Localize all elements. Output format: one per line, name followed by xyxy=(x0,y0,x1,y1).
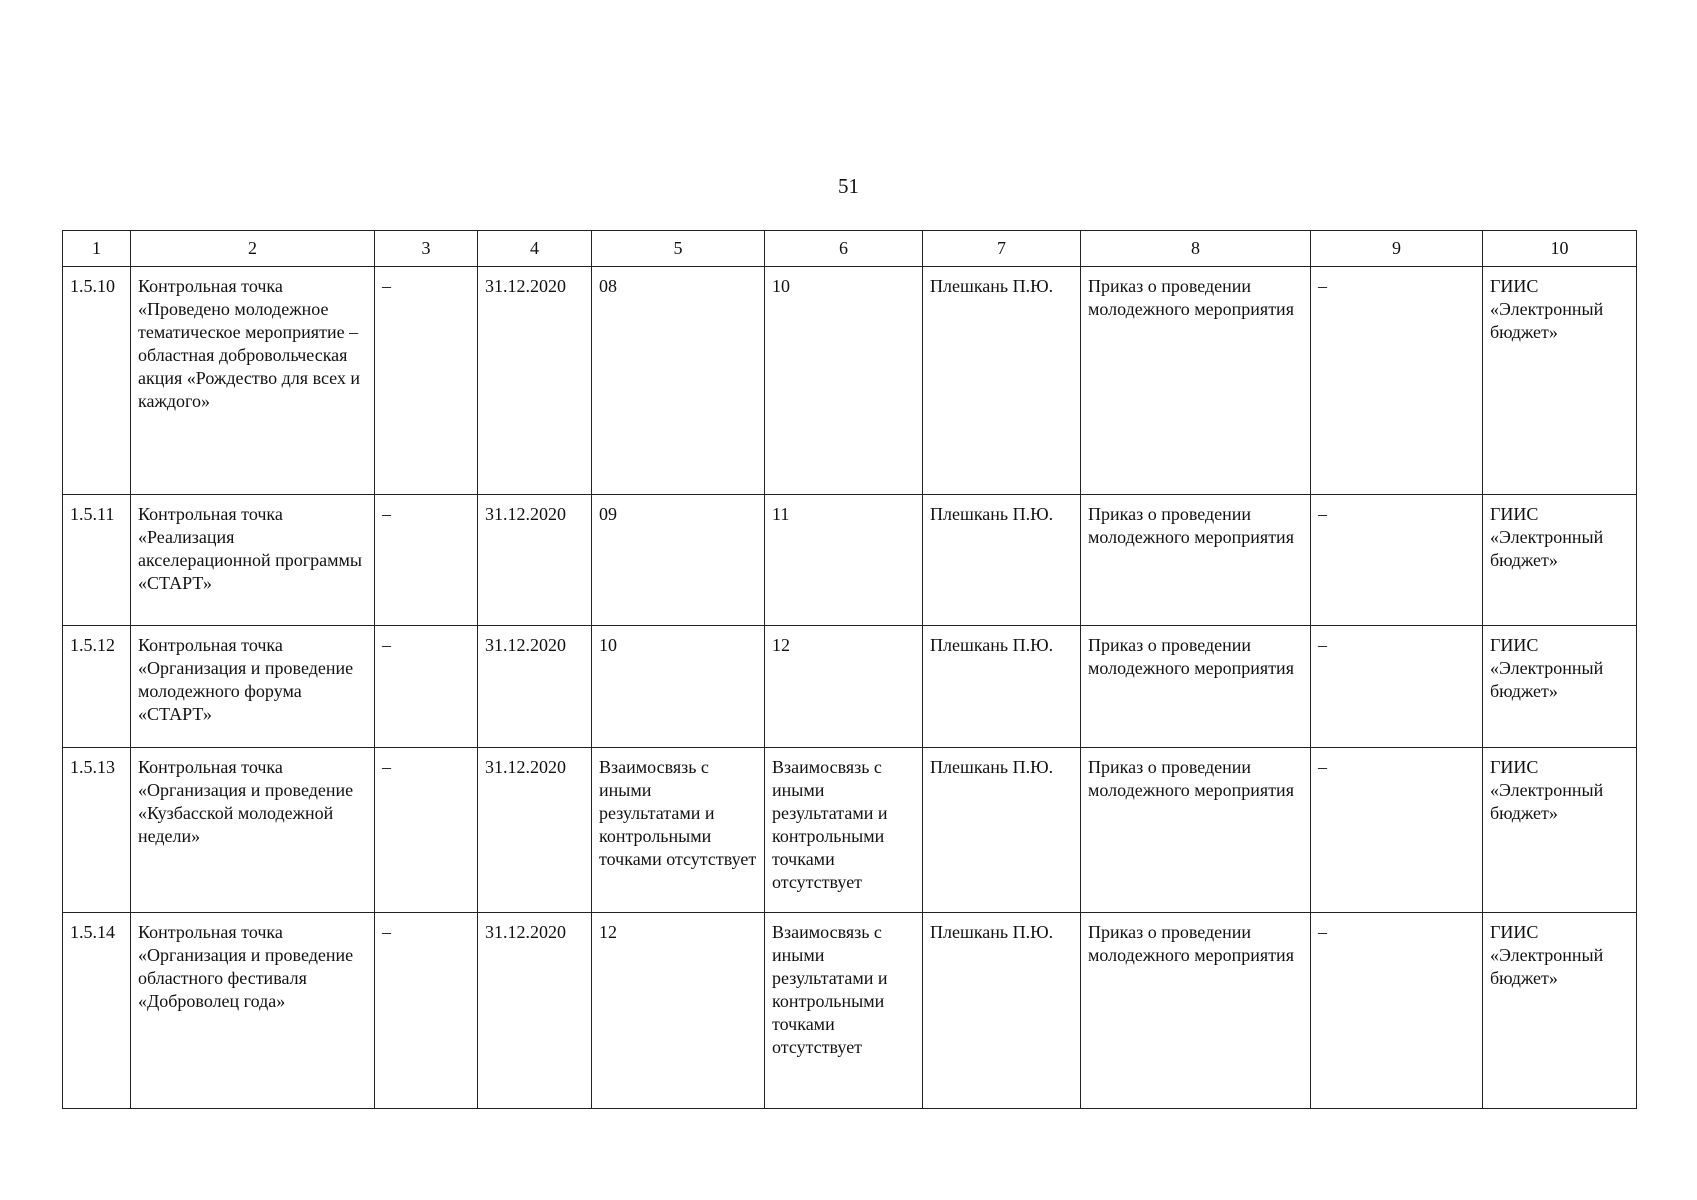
column-header: 9 xyxy=(1311,231,1483,267)
table-row xyxy=(63,913,1637,1109)
cell-col9: – xyxy=(1311,626,1483,748)
information-system: ГИИС «Электронный бюджет» xyxy=(1483,626,1637,748)
confirming-document: Приказ о проведении молодежного мероприятия xyxy=(1081,626,1311,748)
row-number: 1.5.12 xyxy=(63,626,131,748)
cell-col3: – xyxy=(375,267,478,495)
column-header: 6 xyxy=(765,231,923,267)
cell-col3: – xyxy=(375,495,478,626)
confirming-document: Приказ о проведении молодежного мероприятия xyxy=(1081,913,1311,1109)
cell-col3: – xyxy=(375,626,478,748)
table-row xyxy=(63,495,1637,626)
cell-col9: – xyxy=(1311,267,1483,495)
responsible-person: Плешкань П.Ю. xyxy=(923,913,1081,1109)
cell-col5: 10 xyxy=(592,626,765,748)
responsible-person: Плешкань П.Ю. xyxy=(923,267,1081,495)
deadline-date: 31.12.2020 xyxy=(478,748,592,913)
row-number: 1.5.13 xyxy=(63,748,131,913)
deadline-date: 31.12.2020 xyxy=(478,626,592,748)
control-point-name: Контрольная точка «Организация и проведение областного фестиваля «Доброволец года» xyxy=(131,913,375,1109)
cell-col6: Взаимосвязь с иными результатами и контрольными точками отсутствует xyxy=(765,748,923,913)
cell-col6: 11 xyxy=(765,495,923,626)
responsible-person: Плешкань П.Ю. xyxy=(923,495,1081,626)
information-system: ГИИС «Электронный бюджет» xyxy=(1483,913,1637,1109)
column-header: 8 xyxy=(1081,231,1311,267)
row-number: 1.5.10 xyxy=(63,267,131,495)
table-row xyxy=(63,267,1637,495)
cell-col9: – xyxy=(1311,913,1483,1109)
cell-col9: – xyxy=(1311,495,1483,626)
deadline-date: 31.12.2020 xyxy=(478,495,592,626)
cell-col6: Взаимосвязь с иными результатами и контрольными точками отсутствует xyxy=(765,913,923,1109)
deadline-date: 31.12.2020 xyxy=(478,913,592,1109)
cell-col9: – xyxy=(1311,748,1483,913)
control-point-name: Контрольная точка «Организация и проведение молодежного форума «СТАРТ» xyxy=(131,626,375,748)
column-header: 1 xyxy=(63,231,131,267)
cell-col3: – xyxy=(375,748,478,913)
table-row xyxy=(63,748,1637,913)
responsible-person: Плешкань П.Ю. xyxy=(923,626,1081,748)
control-point-name: Контрольная точка «Организация и проведение «Кузбасской молодежной недели» xyxy=(131,748,375,913)
table-row xyxy=(63,626,1637,748)
cell-col5: 08 xyxy=(592,267,765,495)
column-header: 7 xyxy=(923,231,1081,267)
column-header: 10 xyxy=(1483,231,1637,267)
confirming-document: Приказ о проведении молодежного мероприятия xyxy=(1081,267,1311,495)
information-system: ГИИС «Электронный бюджет» xyxy=(1483,267,1637,495)
row-number: 1.5.14 xyxy=(63,913,131,1109)
control-point-name: Контрольная точка «Реализация акселерационной программы «СТАРТ» xyxy=(131,495,375,626)
cell-col5: 09 xyxy=(592,495,765,626)
column-header: 5 xyxy=(592,231,765,267)
cell-col5: 12 xyxy=(592,913,765,1109)
column-header: 3 xyxy=(375,231,478,267)
row-number: 1.5.11 xyxy=(63,495,131,626)
cell-col3: – xyxy=(375,913,478,1109)
table-header-row xyxy=(63,231,1637,267)
information-system: ГИИС «Электронный бюджет» xyxy=(1483,748,1637,913)
information-system: ГИИС «Электронный бюджет» xyxy=(1483,495,1637,626)
column-header: 2 xyxy=(131,231,375,267)
control-point-name: Контрольная точка «Проведено молодежное тематическое мероприятие – областная добровольческая акция «Рождество для всех и каждого» xyxy=(131,267,375,495)
cell-col5: Взаимосвязь с иными результатами и контрольными точками отсутствует xyxy=(592,748,765,913)
control-points-table xyxy=(62,230,1637,1109)
confirming-document: Приказ о проведении молодежного мероприятия xyxy=(1081,748,1311,913)
responsible-person: Плешкань П.Ю. xyxy=(923,748,1081,913)
confirming-document: Приказ о проведении молодежного мероприятия xyxy=(1081,495,1311,626)
column-header: 4 xyxy=(478,231,592,267)
cell-col6: 12 xyxy=(765,626,923,748)
page-number: 51 xyxy=(838,174,859,198)
cell-col6: 10 xyxy=(765,267,923,495)
deadline-date: 31.12.2020 xyxy=(478,267,592,495)
